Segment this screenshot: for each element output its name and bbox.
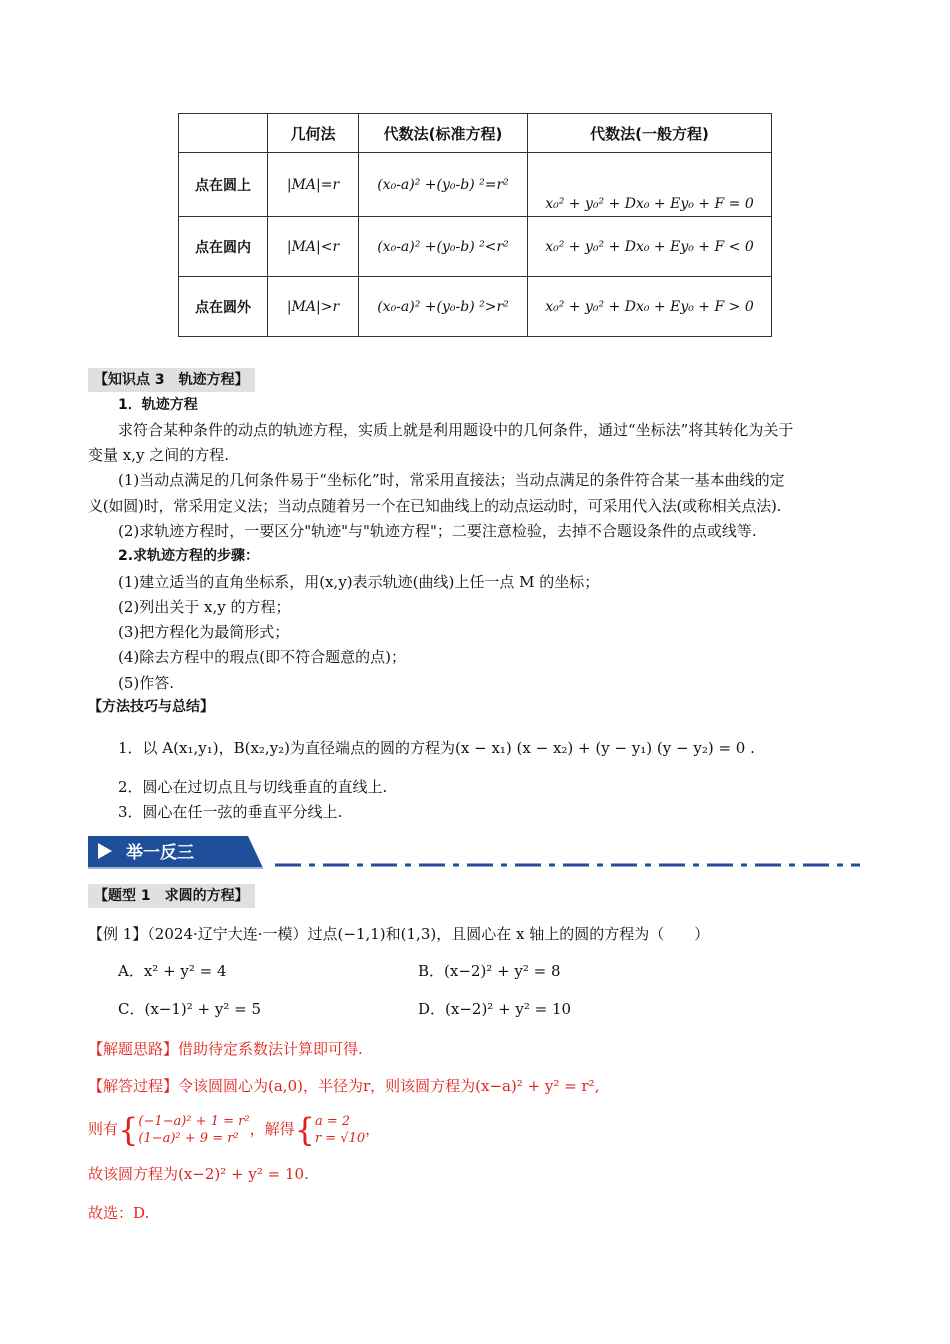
- row-label: 点在圆外: [179, 277, 268, 337]
- step-item: (3)把方程化为最简形式；: [118, 623, 290, 641]
- final-answer: 故选：D.: [88, 1204, 150, 1222]
- methods-header: 【方法技巧与总结】: [88, 699, 214, 715]
- equation-1: (−1−a)² + 1 = r²: [138, 1114, 250, 1129]
- example-question: 【例 1】（2024·辽宁大连·一模）过点(−1,1)和(1,3)，且圆心在 x 轴上的圆的方程为（ ）: [88, 925, 710, 943]
- paragraph: 义(如圆)时，常采用定义法；当动点随着另一个在已知曲线上的动点运动时，可采用代入法(或称相关点法).: [88, 497, 782, 515]
- step-item: (1)建立适当的直角坐标系，用(x,y)表示轨迹(曲线)上任一点 M 的坐标；: [118, 573, 600, 591]
- table-header: [179, 114, 268, 153]
- table-row: [179, 217, 772, 277]
- geo-cell: |MA|=r: [268, 153, 359, 217]
- geo-cell: |MA|<r: [268, 217, 359, 277]
- then-prefix: 则有: [88, 1120, 119, 1138]
- step-item: (4)除去方程中的瑕点(即不符合题意的点)；: [118, 648, 406, 666]
- solution-2: r = √10: [314, 1131, 366, 1146]
- solution-1: a = 2: [314, 1114, 351, 1129]
- option-a: A．x² + y² = 4: [118, 962, 227, 980]
- section-banner: [88, 834, 263, 870]
- gen-cell: x₀² + y₀² + Dx₀ + Ey₀ + F = 0: [528, 153, 772, 217]
- method-item: 3．圆心在任一弦的垂直平分线上.: [118, 803, 343, 821]
- table-header: 代数法(一般方程): [528, 114, 772, 153]
- solution-system: [315, 1113, 365, 1147]
- knowledge3-header: 【知识点 3 轨迹方程】: [88, 368, 255, 392]
- subheading-trajectory: 1．轨迹方程: [118, 397, 198, 413]
- solve-prefix: ，解得: [249, 1120, 295, 1138]
- table-row: [179, 153, 772, 217]
- solution-idea: 【解题思路】借助待定系数法计算即可得.: [88, 1040, 363, 1058]
- comma: ，: [365, 1120, 381, 1138]
- table-row: [179, 277, 772, 337]
- gen-cell: x₀² + y₀² + Dx₀ + Ey₀ + F < 0: [528, 217, 772, 277]
- equation-system: [138, 1113, 249, 1147]
- banner-label: 举一反三: [126, 843, 194, 863]
- step-item: (5)作答.: [118, 674, 175, 692]
- std-cell: (x₀-a)² +(y₀-b) ²=r²: [359, 153, 528, 217]
- paragraph: (1)当动点满足的几何条件易于“坐标化”时，常采用直接法；当动点满足的条件符合某一基本曲线的定: [118, 471, 785, 489]
- point-circle-table: [178, 113, 772, 337]
- solution-process: 【解答过程】令该圆圆心为(a,0)，半径为r，则该圆方程为(x−a)² + y² = r²,: [88, 1077, 600, 1095]
- method-item: 2．圆心在过切点且与切线垂直的直线上.: [118, 778, 388, 796]
- step-item: (2)列出关于 x,y 的方程；: [118, 598, 291, 616]
- solution-result: 故该圆方程为(x−2)² + y² = 10.: [88, 1165, 309, 1183]
- std-cell: (x₀-a)² +(y₀-b) ²>r²: [359, 277, 528, 337]
- paragraph: 变量 x,y 之间的方程.: [88, 446, 230, 464]
- equation-system-line: [88, 1110, 380, 1148]
- paragraph: (2)求轨迹方程时，一要区分"轨迹"与"轨迹方程"；二要注意检验，去掉不合题设条件的点或线等.: [118, 522, 757, 540]
- paragraph: 求符合某种条件的动点的轨迹方程，实质上就是利用题设中的几何条件，通过“坐标法”将其转化为关于: [118, 421, 794, 439]
- gen-cell: x₀² + y₀² + Dx₀ + Ey₀ + F > 0: [528, 277, 772, 337]
- option-c: C．(x−1)² + y² = 5: [118, 1000, 262, 1018]
- geo-cell: |MA|>r: [268, 277, 359, 337]
- table-header: 代数法(标准方程): [359, 114, 528, 153]
- method-item: 1．以 A(x₁,y₁)，B(x₂,y₂)为直径端点的圆的方程为(x − x₁) (x − x₂) + (y − y₁) (y − y₂) = 0 .: [118, 739, 755, 757]
- table-header-row: [179, 114, 772, 153]
- table-header: 几何法: [268, 114, 359, 153]
- row-label: 点在圆上: [179, 153, 268, 217]
- std-cell: (x₀-a)² +(y₀-b) ²<r²: [359, 217, 528, 277]
- type1-header: 【题型 1 求圆的方程】: [88, 884, 255, 908]
- option-d: D．(x−2)² + y² = 10: [418, 1000, 572, 1018]
- row-label: 点在圆内: [179, 217, 268, 277]
- subheading-steps: 2.求轨迹方程的步骤：: [118, 548, 260, 564]
- left-brace-icon: {: [294, 1111, 315, 1149]
- option-b: B．(x−2)² + y² = 8: [418, 962, 561, 980]
- dash-dot-divider: [275, 863, 860, 867]
- equation-2: (1−a)² + 9 = r²: [138, 1131, 239, 1146]
- left-brace-icon: {: [118, 1111, 139, 1149]
